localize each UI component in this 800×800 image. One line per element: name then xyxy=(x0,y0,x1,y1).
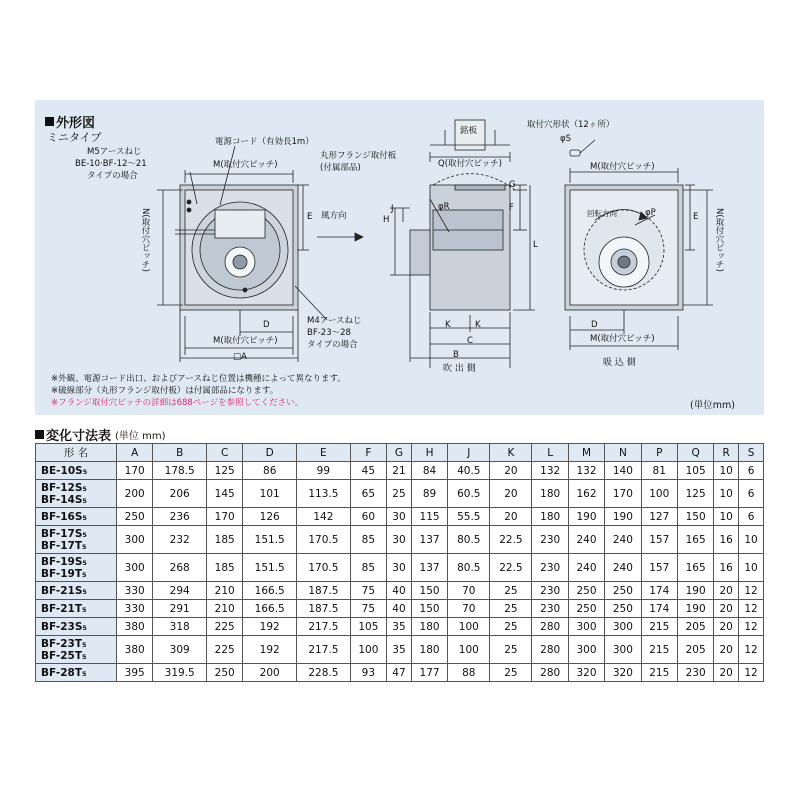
column-header-a: A xyxy=(117,444,153,462)
table-cell: 132 xyxy=(532,462,568,480)
table-cell: 170.5 xyxy=(297,554,351,582)
column-header-j: J xyxy=(448,444,490,462)
table-cell: 12 xyxy=(739,600,764,618)
table-cell: 180 xyxy=(532,508,568,526)
table-cell: 230 xyxy=(532,600,568,618)
column-header-k: K xyxy=(490,444,532,462)
table-row xyxy=(36,462,764,480)
table-cell: 300 xyxy=(117,554,153,582)
table-cell: 205 xyxy=(677,618,713,636)
label-j: J xyxy=(391,204,394,214)
column-header-model: 形 名 xyxy=(36,444,117,462)
label-rear-e: E xyxy=(693,212,699,222)
table-cell: 145 xyxy=(207,480,243,508)
label-m5-earth-types: BE-10·BF-12～21 xyxy=(75,159,147,169)
table-cell: 300 xyxy=(568,636,604,664)
table-cell: 280 xyxy=(532,664,568,682)
model-cell xyxy=(36,554,117,582)
table-cell: 60.5 xyxy=(448,480,490,508)
dimension-table-title: 変化寸法表 (単位 mm) xyxy=(35,425,165,444)
table-cell: 10 xyxy=(714,480,739,508)
table-cell: 127 xyxy=(641,508,677,526)
table-cell: 65 xyxy=(350,480,386,508)
label-front-m-pitch: M(取付穴ピッチ) xyxy=(213,160,278,170)
table-cell: 170.5 xyxy=(297,526,351,554)
label-m4-earth-screw: M4アースねじ xyxy=(307,316,362,326)
table-cell: 177 xyxy=(411,664,447,682)
table-cell: 180 xyxy=(411,618,447,636)
table-cell: 174 xyxy=(641,600,677,618)
table-cell: 320 xyxy=(605,664,641,682)
table-cell: 80.5 xyxy=(448,554,490,582)
table-cell: 190 xyxy=(568,508,604,526)
table-cell: 20 xyxy=(490,462,532,480)
table-cell: 12 xyxy=(739,664,764,682)
table-cell: 40 xyxy=(387,582,412,600)
table-cell: 180 xyxy=(411,636,447,664)
column-header-g: G xyxy=(387,444,412,462)
table-cell: 85 xyxy=(350,554,386,582)
table-cell: 47 xyxy=(387,664,412,682)
table-cell: 150 xyxy=(677,508,713,526)
table-cell: 132 xyxy=(568,462,604,480)
table-cell: 300 xyxy=(605,636,641,664)
label-hole-shape: 取付穴形状（12ヶ所） xyxy=(527,120,615,130)
model-name: BF-19T₅ xyxy=(41,567,87,580)
table-cell: 157 xyxy=(641,526,677,554)
table-cell: 309 xyxy=(153,636,207,664)
column-header-h: H xyxy=(411,444,447,462)
column-header-m: M xyxy=(568,444,604,462)
table-cell: 240 xyxy=(568,554,604,582)
note-flange-pitch: ※フランジ取付穴ピッチの詳細は688ページを参照してください。 xyxy=(51,398,304,408)
table-cell: 100 xyxy=(448,618,490,636)
table-cell: 84 xyxy=(411,462,447,480)
label-c: C xyxy=(467,336,473,346)
table-cell: 6 xyxy=(739,508,764,526)
table-cell: 25 xyxy=(490,582,532,600)
label-b: B xyxy=(453,350,459,360)
model-name: BF-14S₅ xyxy=(41,493,87,506)
table-cell: 22.5 xyxy=(490,526,532,554)
table-cell: 22.5 xyxy=(490,554,532,582)
label-rear-m-pitch: M(取付穴ピッチ) xyxy=(590,162,655,172)
table-cell: 81 xyxy=(641,462,677,480)
model-cell xyxy=(36,462,117,480)
table-cell: 170 xyxy=(117,462,153,480)
label-l: L xyxy=(533,240,538,250)
table-cell: 250 xyxy=(117,508,153,526)
table-cell: 6 xyxy=(739,462,764,480)
table-cell: 250 xyxy=(605,582,641,600)
table-cell: 230 xyxy=(532,526,568,554)
table-cell: 35 xyxy=(387,636,412,664)
table-cell: 166.5 xyxy=(243,600,297,618)
table-cell: 142 xyxy=(297,508,351,526)
table-cell: 280 xyxy=(532,618,568,636)
outline-title: 外形図 xyxy=(45,112,95,131)
table-cell: 230 xyxy=(532,554,568,582)
table-cell: 80.5 xyxy=(448,526,490,554)
table-cell: 40 xyxy=(387,600,412,618)
table-cell: 166.5 xyxy=(243,582,297,600)
model-name: BF-17S₅ xyxy=(41,527,87,540)
table-cell: 40.5 xyxy=(448,462,490,480)
table-cell: 20 xyxy=(714,618,739,636)
column-header-r: R xyxy=(714,444,739,462)
table-cell: 240 xyxy=(568,526,604,554)
table-cell: 99 xyxy=(297,462,351,480)
table-cell: 55.5 xyxy=(448,508,490,526)
table-cell: 20 xyxy=(490,508,532,526)
model-cell xyxy=(36,636,117,664)
table-cell: 200 xyxy=(117,480,153,508)
table-cell: 101 xyxy=(243,480,297,508)
table-cell: 16 xyxy=(714,554,739,582)
column-header-l: L xyxy=(532,444,568,462)
table-cell: 300 xyxy=(568,618,604,636)
table-cell: 250 xyxy=(207,664,243,682)
table-cell: 10 xyxy=(739,554,764,582)
table-cell: 187.5 xyxy=(297,582,351,600)
table-cell: 240 xyxy=(605,554,641,582)
table-cell: 12 xyxy=(739,618,764,636)
label-k-left: K xyxy=(445,320,451,330)
label-m5-earth-screw: M5アースねじ xyxy=(87,147,142,157)
table-cell: 225 xyxy=(207,618,243,636)
label-wind-direction: 風方向 xyxy=(321,211,347,221)
label-front-d: D xyxy=(263,320,270,330)
table-cell: 150 xyxy=(411,582,447,600)
table-cell: 157 xyxy=(641,554,677,582)
table-cell: 75 xyxy=(350,600,386,618)
table-header-row xyxy=(36,444,764,462)
label-flange-plate: 丸形フランジ取付板 xyxy=(320,151,397,161)
table-cell: 206 xyxy=(153,480,207,508)
table-cell: 210 xyxy=(207,600,243,618)
table-cell: 113.5 xyxy=(297,480,351,508)
model-cell xyxy=(36,582,117,600)
model-name: BF-12S₅ xyxy=(41,481,87,494)
label-front-a: □A xyxy=(233,352,247,362)
label-k-right: K xyxy=(475,320,481,330)
table-cell: 20 xyxy=(714,582,739,600)
table-cell: 380 xyxy=(117,618,153,636)
label-g: G xyxy=(509,180,516,190)
outline-unit: (単位mm) xyxy=(690,400,735,411)
front-motor-box xyxy=(215,210,265,238)
table-cell: 190 xyxy=(677,600,713,618)
label-m4-earth-types: BF-23～28 xyxy=(307,328,351,338)
table-cell: 60 xyxy=(350,508,386,526)
table-cell: 180 xyxy=(532,480,568,508)
table-cell: 217.5 xyxy=(297,636,351,664)
table-cell: 10 xyxy=(739,526,764,554)
table-cell: 20 xyxy=(714,664,739,682)
table-cell: 210 xyxy=(207,582,243,600)
table-cell: 100 xyxy=(641,480,677,508)
table-cell: 174 xyxy=(641,582,677,600)
table-cell: 151.5 xyxy=(243,526,297,554)
label-q-pitch: Q(取付穴ピッチ) xyxy=(438,159,502,169)
outline-subtitle: ミニタイプ xyxy=(47,131,102,144)
table-cell: 70 xyxy=(448,600,490,618)
table-cell: 25 xyxy=(490,664,532,682)
model-name: BE-10S₅ xyxy=(41,464,88,477)
table-cell: 232 xyxy=(153,526,207,554)
table-cell: 25 xyxy=(387,480,412,508)
table-cell: 228.5 xyxy=(297,664,351,682)
table-cell: 165 xyxy=(677,554,713,582)
outline-drawing-panel xyxy=(35,100,764,415)
table-cell: 10 xyxy=(714,462,739,480)
column-header-c: C xyxy=(207,444,243,462)
table-cell: 185 xyxy=(207,554,243,582)
label-inlet-side: 吸 込 側 xyxy=(603,358,636,368)
table-cell: 192 xyxy=(243,618,297,636)
table-cell: 217.5 xyxy=(297,618,351,636)
table-cell: 35 xyxy=(387,618,412,636)
model-name: BF-21S₅ xyxy=(41,584,87,597)
table-cell: 190 xyxy=(605,508,641,526)
label-m4-earth-case: タイプの場合 xyxy=(307,340,358,350)
table-cell: 170 xyxy=(605,480,641,508)
table-cell: 300 xyxy=(605,618,641,636)
table-cell: 140 xyxy=(605,462,641,480)
table-cell: 205 xyxy=(677,636,713,664)
table-cell: 250 xyxy=(568,582,604,600)
table-cell: 25 xyxy=(490,618,532,636)
table-row xyxy=(36,600,764,618)
table-body xyxy=(36,462,764,682)
label-phi-s: φS xyxy=(560,134,572,144)
table-cell: 125 xyxy=(207,462,243,480)
table-cell: 25 xyxy=(490,600,532,618)
table-cell: 190 xyxy=(677,582,713,600)
model-cell xyxy=(36,508,117,526)
label-f: F xyxy=(509,203,514,213)
table-cell: 151.5 xyxy=(243,554,297,582)
label-outlet-side: 吹 出 側 xyxy=(443,364,476,374)
label-power-cord: 電源コード（有効長1m） xyxy=(215,137,314,147)
column-header-s: S xyxy=(739,444,764,462)
model-name: BF-16S₅ xyxy=(41,510,87,523)
label-front-e: E xyxy=(307,212,313,222)
table-cell: 137 xyxy=(411,526,447,554)
table-cell: 395 xyxy=(117,664,153,682)
table-cell: 100 xyxy=(350,636,386,664)
table-cell: 230 xyxy=(677,664,713,682)
table-cell: 105 xyxy=(677,462,713,480)
table-cell: 125 xyxy=(677,480,713,508)
table-cell: 185 xyxy=(207,526,243,554)
label-flange-note: (付属部品) xyxy=(320,163,361,173)
table-cell: 319.5 xyxy=(153,664,207,682)
model-cell xyxy=(36,664,117,682)
table-cell: 200 xyxy=(243,664,297,682)
model-cell xyxy=(36,480,117,508)
model-name: BF-23T₅ xyxy=(41,637,87,650)
table-cell: 30 xyxy=(387,554,412,582)
table-row xyxy=(36,508,764,526)
table-cell: 86 xyxy=(243,462,297,480)
square-bullet-icon xyxy=(35,430,44,439)
label-rear-d: D xyxy=(591,320,598,330)
table-cell: 126 xyxy=(243,508,297,526)
table-cell: 330 xyxy=(117,600,153,618)
table-cell: 240 xyxy=(605,526,641,554)
table-row xyxy=(36,582,764,600)
label-rear-n-pitch: N(取付穴ピッチ) xyxy=(714,208,724,272)
table-cell: 380 xyxy=(117,636,153,664)
table-cell: 187.5 xyxy=(297,600,351,618)
column-header-e: E xyxy=(297,444,351,462)
table-cell: 105 xyxy=(350,618,386,636)
table-cell: 16 xyxy=(714,526,739,554)
label-front-n-pitch: N(取付穴ピッチ) xyxy=(140,208,150,272)
dimension-table xyxy=(35,443,764,682)
table-cell: 294 xyxy=(153,582,207,600)
table-cell: 21 xyxy=(387,462,412,480)
table-cell: 20 xyxy=(490,480,532,508)
table-cell: 225 xyxy=(207,636,243,664)
table-cell: 25 xyxy=(490,636,532,664)
table-row xyxy=(36,636,764,664)
table-cell: 215 xyxy=(641,636,677,664)
column-header-p: P xyxy=(641,444,677,462)
table-cell: 162 xyxy=(568,480,604,508)
table-cell: 89 xyxy=(411,480,447,508)
table-cell: 280 xyxy=(532,636,568,664)
note-appearance: ※外観、電源コード出口、およびアースねじ位置は機種によって異なります。 xyxy=(51,374,346,384)
table-cell: 70 xyxy=(448,582,490,600)
table-cell: 30 xyxy=(387,508,412,526)
table-cell: 20 xyxy=(714,600,739,618)
column-header-n: N xyxy=(605,444,641,462)
note-dashed-part: ※破線部分（丸形フランジ取付板）は付属部品になります。 xyxy=(51,386,279,396)
table-row xyxy=(36,480,764,508)
label-rear-m-pitch-bottom: M(取付穴ピッチ) xyxy=(590,334,655,344)
table-row xyxy=(36,526,764,554)
table-cell: 320 xyxy=(568,664,604,682)
table-cell: 12 xyxy=(739,582,764,600)
table-cell: 178.5 xyxy=(153,462,207,480)
model-name: BF-21T₅ xyxy=(41,602,87,615)
column-header-f: F xyxy=(350,444,386,462)
column-header-d: D xyxy=(243,444,297,462)
table-cell: 137 xyxy=(411,554,447,582)
table-cell: 85 xyxy=(350,526,386,554)
model-cell xyxy=(36,618,117,636)
table-cell: 300 xyxy=(117,526,153,554)
column-header-q: Q xyxy=(677,444,713,462)
column-header-b: B xyxy=(153,444,207,462)
label-h: H xyxy=(383,215,390,225)
table-cell: 93 xyxy=(350,664,386,682)
table-cell: 12 xyxy=(739,636,764,664)
table-row xyxy=(36,554,764,582)
table-cell: 45 xyxy=(350,462,386,480)
table-cell: 268 xyxy=(153,554,207,582)
table-cell: 10 xyxy=(714,508,739,526)
table-cell: 192 xyxy=(243,636,297,664)
table-cell: 318 xyxy=(153,618,207,636)
label-phi-p: φP xyxy=(645,208,656,218)
table-cell: 215 xyxy=(641,618,677,636)
table-cell: 88 xyxy=(448,664,490,682)
table-cell: 250 xyxy=(568,600,604,618)
table-cell: 75 xyxy=(350,582,386,600)
table-cell: 100 xyxy=(448,636,490,664)
table-row xyxy=(36,618,764,636)
table-cell: 150 xyxy=(411,600,447,618)
model-name: BF-25T₅ xyxy=(41,649,87,662)
table-cell: 236 xyxy=(153,508,207,526)
table-cell: 170 xyxy=(207,508,243,526)
table-row xyxy=(36,664,764,682)
label-rotation-direction: 回転方向 xyxy=(587,209,617,218)
model-name: BF-28T₅ xyxy=(41,666,87,679)
table-cell: 6 xyxy=(739,480,764,508)
table-cell: 115 xyxy=(411,508,447,526)
label-nameplate: 銘板 xyxy=(460,126,478,136)
label-phi-r: φR xyxy=(438,202,450,212)
label-m5-earth-case: タイプの場合 xyxy=(87,171,138,181)
table-cell: 230 xyxy=(532,582,568,600)
model-name: BF-23S₅ xyxy=(41,620,87,633)
table-cell: 250 xyxy=(605,600,641,618)
table-cell: 165 xyxy=(677,526,713,554)
model-cell xyxy=(36,526,117,554)
model-name: BF-17T₅ xyxy=(41,539,87,552)
table-cell: 30 xyxy=(387,526,412,554)
label-front-m-pitch-bottom: M(取付穴ピッチ) xyxy=(213,336,278,346)
model-name: BF-19S₅ xyxy=(41,555,87,568)
table-cell: 291 xyxy=(153,600,207,618)
table-cell: 215 xyxy=(641,664,677,682)
table-cell: 20 xyxy=(714,636,739,664)
model-cell xyxy=(36,600,117,618)
table-cell: 330 xyxy=(117,582,153,600)
